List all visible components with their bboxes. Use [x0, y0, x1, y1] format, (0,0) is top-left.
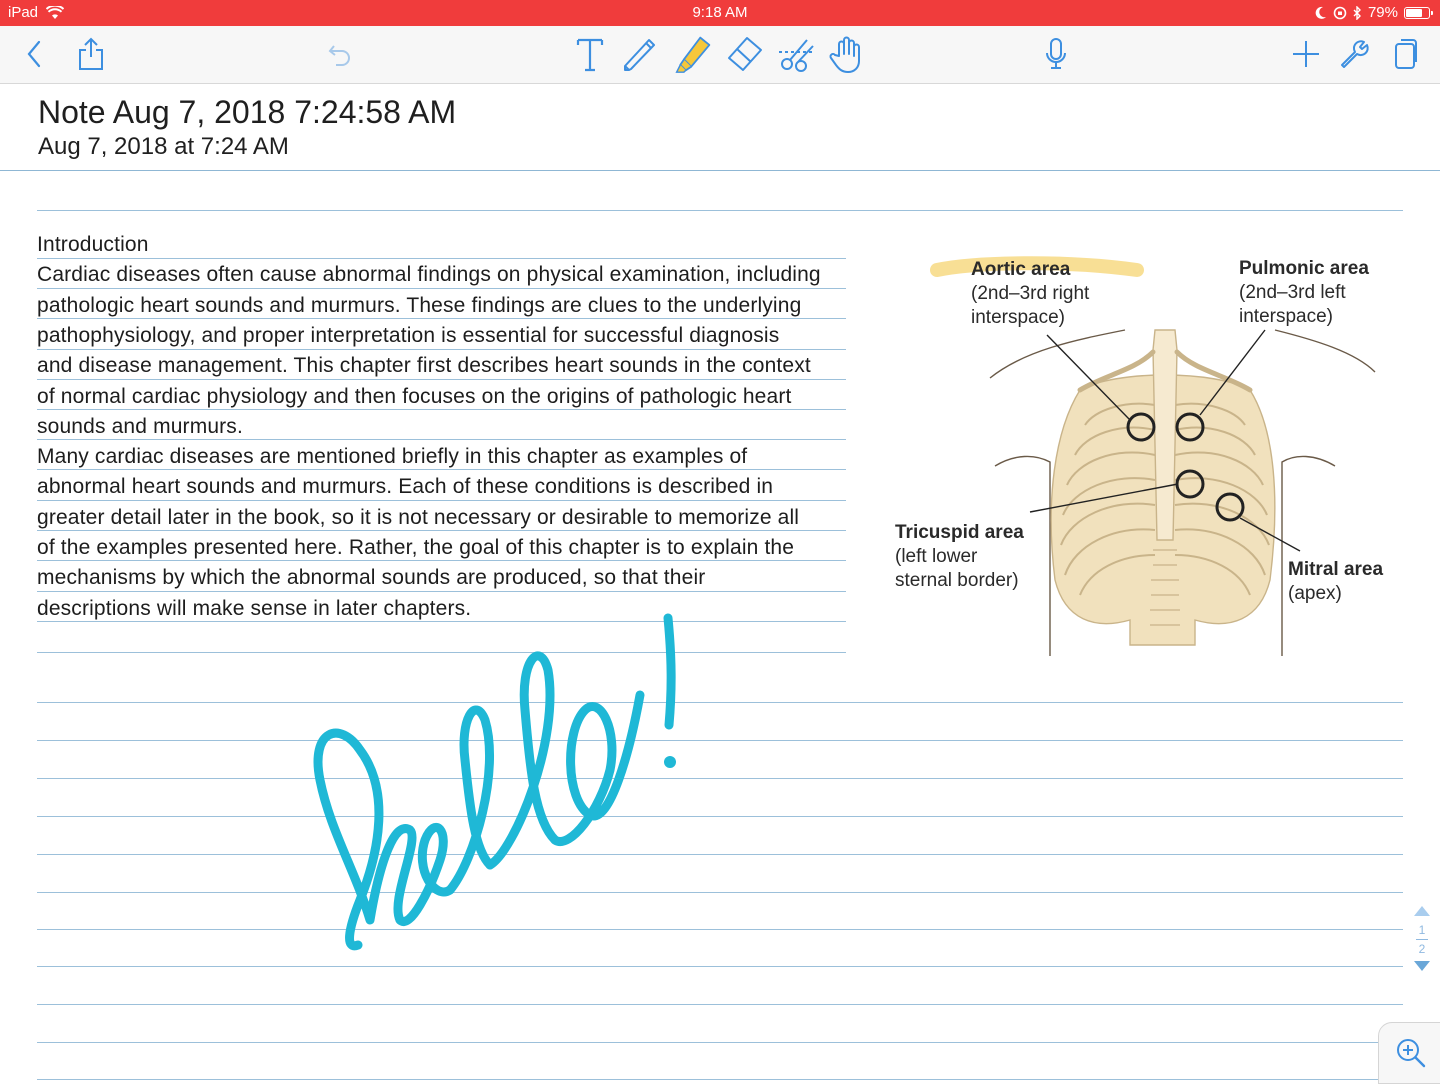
aortic-area-name: Aortic area: [971, 259, 1071, 280]
add-icon: [1291, 39, 1321, 69]
pulmonic-area-line1: (2nd–3rd left: [1239, 282, 1346, 303]
pen-tool-icon: [621, 34, 661, 74]
ruled-line: [37, 816, 1403, 817]
add-button[interactable]: [1286, 34, 1326, 74]
share-icon: [77, 37, 105, 71]
battery-icon: [1404, 7, 1430, 19]
ruled-line: [37, 318, 846, 319]
mitral-area-label: [1288, 558, 1383, 606]
aortic-area-label: [971, 258, 1089, 330]
ruled-line: [37, 929, 1403, 930]
page-down-icon[interactable]: [1413, 960, 1431, 972]
body-text-line: abnormal heart sounds and murmurs. Each of these conditions is described in: [37, 475, 774, 499]
tricuspid-area-name: Tricuspid area: [895, 522, 1024, 543]
undo-button[interactable]: [321, 34, 361, 74]
share-button[interactable]: [71, 34, 111, 74]
lasso-tool-button[interactable]: [777, 34, 817, 74]
ruled-line: [37, 258, 846, 259]
pen-tool-button[interactable]: [621, 34, 661, 74]
microphone-button[interactable]: [1036, 34, 1076, 74]
body-text-line: of the examples presented here. Rather, the goal of this chapter is to explain the: [37, 536, 795, 559]
aortic-area-line1: (2nd–3rd right: [971, 283, 1090, 304]
body-text-line: pathophysiology, and proper interpretation is essential for successful diagnosis: [37, 323, 780, 347]
page-up-icon[interactable]: [1413, 905, 1431, 917]
wrench-settings-icon: [1338, 37, 1372, 71]
ruled-line: [37, 439, 846, 440]
ruled-line: [37, 778, 1403, 779]
status-time: 9:18 AM: [692, 4, 748, 21]
back-button[interactable]: [14, 34, 54, 74]
pages-icon: [1393, 38, 1419, 70]
device-name: iPad: [8, 4, 39, 21]
ruled-line: [37, 702, 1403, 703]
settings-button[interactable]: [1335, 34, 1375, 74]
microphone-icon: [1044, 37, 1068, 71]
page-indicator[interactable]: [1408, 905, 1436, 995]
bluetooth-icon: [1353, 6, 1362, 20]
hand-touch-tool-icon: [827, 34, 865, 74]
ruled-line: [37, 591, 846, 592]
eraser-tool-button[interactable]: [725, 34, 765, 74]
ruled-line: [37, 1004, 1403, 1005]
ruled-line: [37, 288, 846, 289]
ruled-line: [37, 1042, 1403, 1043]
header-divider: [0, 170, 1440, 171]
tricuspid-area-label: [895, 521, 1024, 593]
heart-auscultation-figure: [885, 240, 1425, 670]
ruled-line: [37, 530, 846, 531]
eraser-tool-icon: [725, 34, 765, 74]
ruled-line: [37, 500, 846, 501]
body-text-line: greater detail later in the book, so it is not necessary or desirable to memorize all: [37, 505, 800, 529]
current-page: 1: [1418, 923, 1426, 937]
ruled-line: [37, 469, 846, 470]
ruled-line: [37, 854, 1403, 855]
aortic-area-line2: interspace): [971, 307, 1065, 328]
battery-percent: 79%: [1367, 4, 1398, 21]
ruled-line: [37, 409, 846, 410]
highlighter-tool-button[interactable]: [673, 34, 713, 74]
status-bar: [0, 0, 1440, 26]
body-text-line: mechanisms by which the abnormal sounds are produced, so that their: [37, 566, 706, 590]
pulmonic-area-line2: interspace): [1239, 306, 1333, 327]
ruled-line: [37, 966, 1403, 967]
ruled-line: [37, 210, 1403, 211]
mitral-area-line1: (apex): [1288, 583, 1342, 604]
body-text-line: descriptions will make sense in later chapters.: [37, 596, 472, 620]
body-text-line: and disease management. This chapter first describes heart sounds in the context: [37, 354, 811, 378]
section-heading: Introduction: [37, 233, 149, 256]
pulmonic-area-label: [1239, 257, 1369, 329]
text-tool-icon: [575, 36, 605, 72]
ruled-line: [37, 892, 1403, 893]
page-separator: [1416, 939, 1428, 940]
ruled-line: [37, 379, 846, 380]
highlighter-tool-icon: [673, 32, 713, 76]
body-text-line: sounds and murmurs.: [37, 414, 243, 438]
pulmonic-area-name: Pulmonic area: [1239, 258, 1369, 279]
body-text-line: Many cardiac diseases are mentioned briefly in this chapter as examples of: [37, 445, 748, 469]
text-tool-button[interactable]: [570, 34, 610, 74]
tricuspid-area-line1: (left lower: [895, 546, 978, 567]
body-text-line: Cardiac diseases often cause abnormal findings on physical examination, including: [37, 263, 821, 287]
pages-button[interactable]: [1386, 34, 1426, 74]
note-title[interactable]: Note Aug 7, 2018 7:24:58 AM: [38, 94, 457, 130]
body-text-line: of normal cardiac physiology and then focuses on the origins of pathologic heart: [37, 384, 792, 408]
handwriting-ink[interactable]: [300, 600, 700, 970]
ruled-line: [37, 349, 846, 350]
lasso-scissors-tool-icon: [777, 34, 817, 74]
rotation-lock-icon: [1333, 6, 1347, 20]
zoom-in-icon: [1395, 1037, 1427, 1069]
body-text-line: pathologic heart sounds and murmurs. These findings are clues to the underlying: [37, 293, 802, 317]
total-pages: 2: [1418, 942, 1426, 956]
note-date: Aug 7, 2018 at 7:24 AM: [38, 133, 289, 160]
ruled-line: [37, 740, 1403, 741]
ruled-line: [37, 560, 846, 561]
toolbar: [0, 26, 1440, 84]
undo-icon: [328, 41, 354, 67]
back-icon: [26, 40, 42, 68]
moon-icon: [1315, 6, 1327, 20]
mitral-area-name: Mitral area: [1288, 559, 1384, 580]
hand-tool-button[interactable]: [826, 34, 866, 74]
tricuspid-area-line2: sternal border): [895, 570, 1019, 591]
battery-level: [1406, 9, 1422, 17]
zoom-button[interactable]: [1378, 1022, 1440, 1084]
